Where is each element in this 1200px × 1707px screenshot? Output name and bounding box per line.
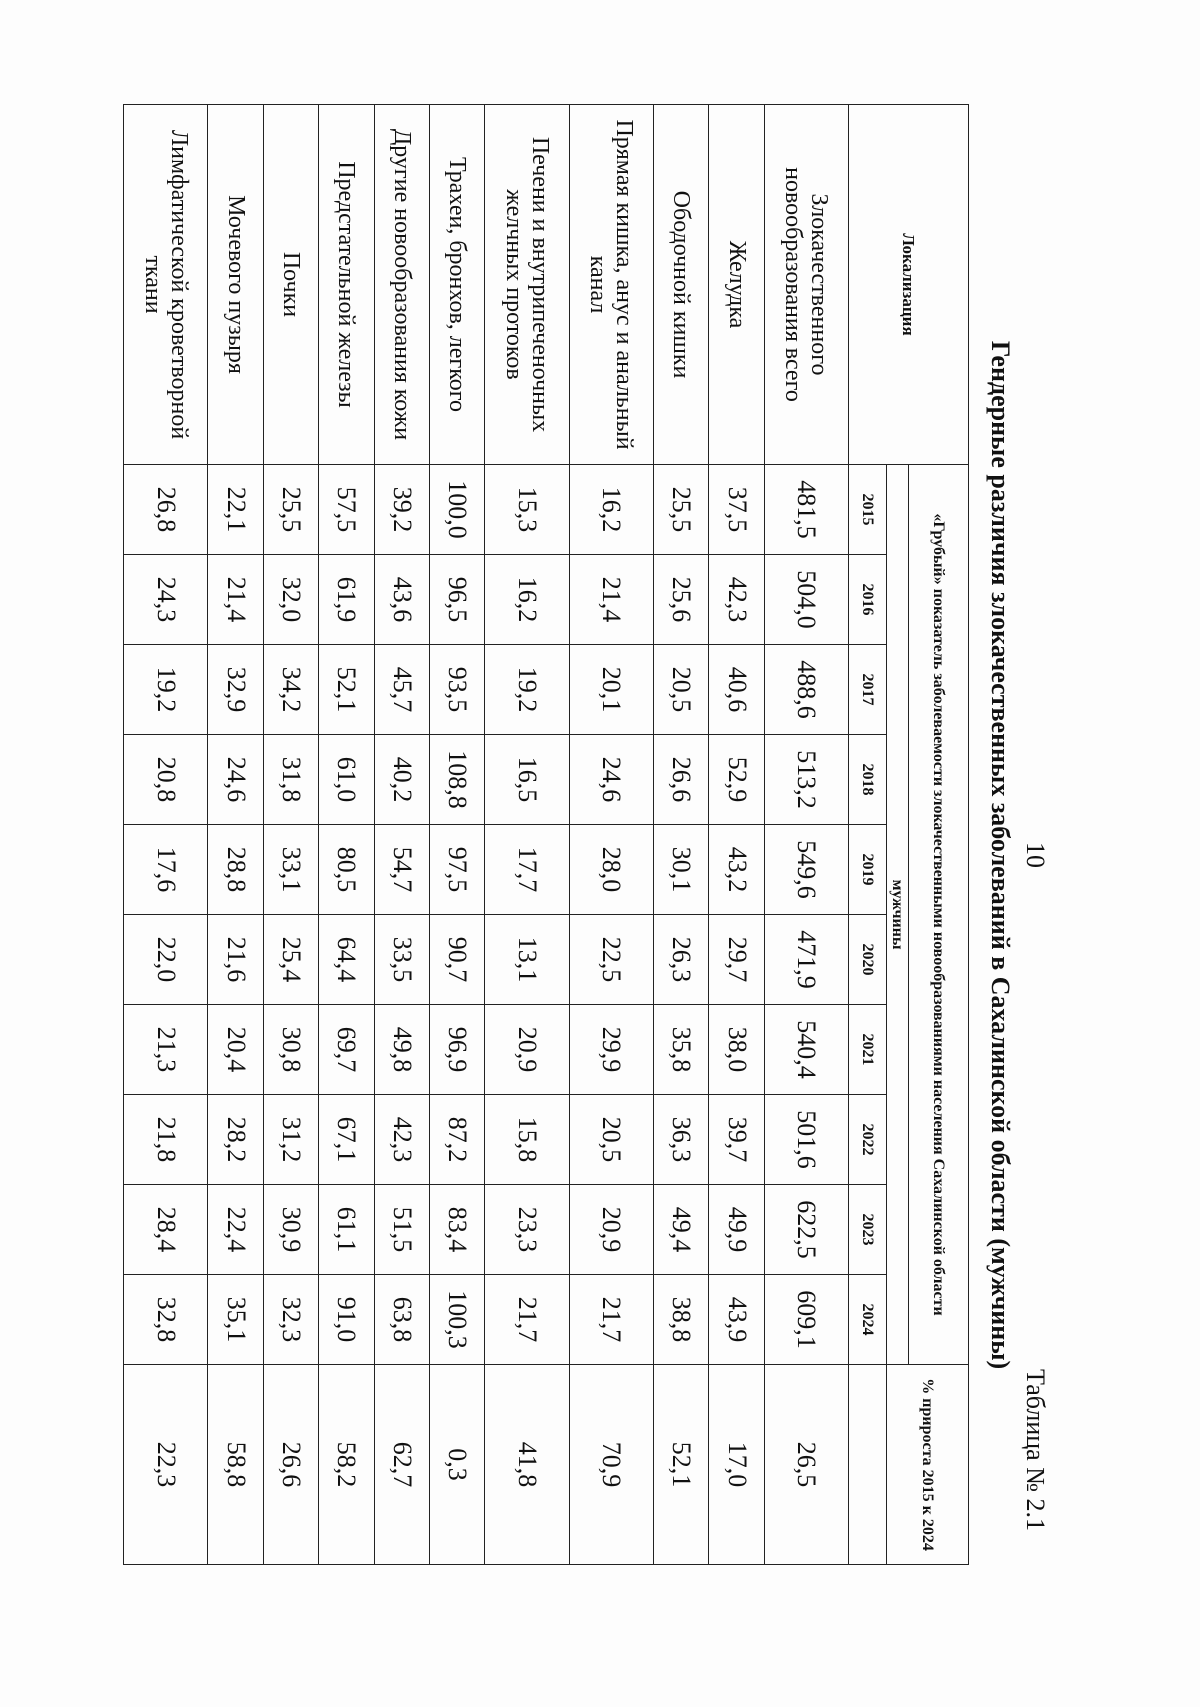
table-body — [124, 105, 849, 1565]
value-cell: 29,7 — [709, 915, 764, 1005]
value-cell: 20,1 — [569, 645, 653, 735]
value-cell: 21,3 — [124, 1005, 208, 1095]
rotated-table — [123, 104, 969, 1564]
value-cell: 39,7 — [709, 1095, 764, 1185]
value-cell: 21,7 — [485, 1275, 569, 1365]
localization-cell: Печени и внутрипеченочных желчных протоков — [485, 105, 569, 465]
value-cell: 40,2 — [374, 735, 429, 825]
value-cell: 488,6 — [764, 645, 848, 735]
value-cell: 32,8 — [124, 1275, 208, 1365]
value-cell: 28,8 — [208, 825, 263, 915]
page-title: Гендерные различия злокачественных заболеваний в Сахалинской области (мужчины) — [986, 340, 1015, 1370]
value-cell: 25,5 — [263, 465, 318, 555]
table-row — [429, 105, 484, 1565]
table-row — [124, 105, 208, 1565]
value-cell: 93,5 — [429, 645, 484, 735]
value-cell: 17,7 — [485, 825, 569, 915]
value-cell: 20,8 — [124, 735, 208, 825]
value-cell: 61,9 — [319, 555, 374, 645]
value-cell: 540,4 — [764, 1005, 848, 1095]
value-cell: 36,3 — [653, 1095, 708, 1185]
pct-growth-cell: 52,1 — [653, 1365, 708, 1565]
value-cell: 67,1 — [319, 1095, 374, 1185]
value-cell: 30,1 — [653, 825, 708, 915]
value-cell: 481,5 — [764, 465, 848, 555]
value-cell: 38,0 — [709, 1005, 764, 1095]
value-cell: 37,5 — [709, 465, 764, 555]
year-header: 2024 — [849, 1275, 887, 1365]
year-header: 2023 — [849, 1185, 887, 1275]
value-cell: 513,2 — [764, 735, 848, 825]
value-cell: 42,3 — [709, 555, 764, 645]
value-cell: 33,1 — [263, 825, 318, 915]
value-cell: 24,6 — [569, 735, 653, 825]
value-cell: 31,8 — [263, 735, 318, 825]
value-cell: 43,6 — [374, 555, 429, 645]
value-cell: 96,5 — [429, 555, 484, 645]
year-header: 2016 — [849, 555, 887, 645]
value-cell: 30,9 — [263, 1185, 318, 1275]
value-cell: 17,6 — [124, 825, 208, 915]
value-cell: 24,6 — [208, 735, 263, 825]
value-cell: 32,3 — [263, 1275, 318, 1365]
table-row — [764, 105, 848, 1565]
value-cell: 22,5 — [569, 915, 653, 1005]
value-cell: 96,9 — [429, 1005, 484, 1095]
year-header: 2022 — [849, 1095, 887, 1185]
header-pct-growth: % прироста 2015 к 2024 — [887, 1365, 969, 1565]
value-cell: 13,1 — [485, 915, 569, 1005]
value-cell: 51,5 — [374, 1185, 429, 1275]
value-cell: 609,1 — [764, 1275, 848, 1365]
table-row — [485, 105, 569, 1565]
value-cell: 23,3 — [485, 1185, 569, 1275]
pct-growth-cell: 70,9 — [569, 1365, 653, 1565]
value-cell: 22,4 — [208, 1185, 263, 1275]
value-cell: 20,9 — [569, 1185, 653, 1275]
value-cell: 21,6 — [208, 915, 263, 1005]
table-row — [319, 105, 374, 1565]
value-cell: 20,9 — [485, 1005, 569, 1095]
value-cell: 21,4 — [208, 555, 263, 645]
value-cell: 21,7 — [569, 1275, 653, 1365]
localization-cell: Желудка — [709, 105, 764, 465]
value-cell: 43,9 — [709, 1275, 764, 1365]
value-cell: 49,4 — [653, 1185, 708, 1275]
value-cell: 26,6 — [653, 735, 708, 825]
year-header: 2020 — [849, 915, 887, 1005]
value-cell: 21,4 — [569, 555, 653, 645]
value-cell: 31,2 — [263, 1095, 318, 1185]
value-cell: 90,7 — [429, 915, 484, 1005]
table-row — [709, 105, 764, 1565]
value-cell: 80,5 — [319, 825, 374, 915]
localization-cell: Другие новообразования кожи — [374, 105, 429, 465]
localization-cell: Лимфатической кроветворной ткани — [124, 105, 208, 465]
value-cell: 26,3 — [653, 915, 708, 1005]
value-cell: 22,0 — [124, 915, 208, 1005]
value-cell: 471,9 — [764, 915, 848, 1005]
localization-cell: Трахеи, бронхов, легкого — [429, 105, 484, 465]
value-cell: 35,8 — [653, 1005, 708, 1095]
value-cell: 22,1 — [208, 465, 263, 555]
value-cell: 52,1 — [319, 645, 374, 735]
value-cell: 45,7 — [374, 645, 429, 735]
value-cell: 91,0 — [319, 1275, 374, 1365]
table-row — [208, 105, 263, 1565]
value-cell: 28,0 — [569, 825, 653, 915]
value-cell: 504,0 — [764, 555, 848, 645]
value-cell: 100,0 — [429, 465, 484, 555]
value-cell: 28,2 — [208, 1095, 263, 1185]
pct-growth-cell: 62,7 — [374, 1365, 429, 1565]
pct-growth-cell: 17,0 — [709, 1365, 764, 1565]
table-row — [374, 105, 429, 1565]
value-cell: 32,9 — [208, 645, 263, 735]
value-cell: 83,4 — [429, 1185, 484, 1275]
value-cell: 16,5 — [485, 735, 569, 825]
value-cell: 30,8 — [263, 1005, 318, 1095]
value-cell: 25,6 — [653, 555, 708, 645]
value-cell: 61,1 — [319, 1185, 374, 1275]
value-cell: 15,3 — [485, 465, 569, 555]
value-cell: 63,8 — [374, 1275, 429, 1365]
value-cell: 21,8 — [124, 1095, 208, 1185]
value-cell: 42,3 — [374, 1095, 429, 1185]
value-cell: 38,8 — [653, 1275, 708, 1365]
year-header: 2017 — [849, 645, 887, 735]
header-men: мужчины — [887, 465, 909, 1365]
value-cell: 15,8 — [485, 1095, 569, 1185]
header-main: «Грубый» показатель заболеваемости злокачественными новообразованиями населения Сахалинской области — [909, 465, 969, 1365]
table-row — [569, 105, 653, 1565]
pct-growth-cell: 58,2 — [319, 1365, 374, 1565]
value-cell: 87,2 — [429, 1095, 484, 1185]
value-cell: 34,2 — [263, 645, 318, 735]
pct-growth-cell: 26,5 — [764, 1365, 848, 1565]
value-cell: 32,0 — [263, 555, 318, 645]
localization-cell: Злокачественного новообразования всего — [764, 105, 848, 465]
value-cell: 49,8 — [374, 1005, 429, 1095]
value-cell: 16,2 — [485, 555, 569, 645]
table-row — [263, 105, 318, 1565]
pct-growth-cell: 22,3 — [124, 1365, 208, 1565]
year-header: 2018 — [849, 735, 887, 825]
value-cell: 49,9 — [709, 1185, 764, 1275]
value-cell: 52,9 — [709, 735, 764, 825]
pct-header-spacer — [849, 1365, 887, 1565]
value-cell: 549,6 — [764, 825, 848, 915]
value-cell: 501,6 — [764, 1095, 848, 1185]
value-cell: 108,8 — [429, 735, 484, 825]
value-cell: 24,3 — [124, 555, 208, 645]
header-localization: Локализация — [849, 105, 969, 465]
value-cell: 26,8 — [124, 465, 208, 555]
value-cell: 20,4 — [208, 1005, 263, 1095]
localization-cell: Предстательной железы — [319, 105, 374, 465]
value-cell: 28,4 — [124, 1185, 208, 1275]
localization-cell: Прямая кишка, анус и анальный канал — [569, 105, 653, 465]
pct-growth-cell: 58,8 — [208, 1365, 263, 1565]
value-cell: 25,4 — [263, 915, 318, 1005]
page-number: 10 — [1021, 842, 1050, 868]
value-cell: 20,5 — [653, 645, 708, 735]
table-row — [653, 105, 708, 1565]
value-cell: 40,6 — [709, 645, 764, 735]
localization-cell: Почки — [263, 105, 318, 465]
value-cell: 64,4 — [319, 915, 374, 1005]
pct-growth-cell: 41,8 — [485, 1365, 569, 1565]
value-cell: 35,1 — [208, 1275, 263, 1365]
value-cell: 19,2 — [124, 645, 208, 735]
value-cell: 69,7 — [319, 1005, 374, 1095]
value-cell: 29,9 — [569, 1005, 653, 1095]
value-cell: 16,2 — [569, 465, 653, 555]
localization-cell: Мочевого пузыря — [208, 105, 263, 465]
table-container — [123, 104, 969, 1564]
localization-cell: Ободочной кишки — [653, 105, 708, 465]
value-cell: 33,5 — [374, 915, 429, 1005]
value-cell: 97,5 — [429, 825, 484, 915]
value-cell: 43,2 — [709, 825, 764, 915]
pct-growth-cell: 26,6 — [263, 1365, 318, 1565]
value-cell: 20,5 — [569, 1095, 653, 1185]
incidence-table — [123, 104, 969, 1565]
value-cell: 39,2 — [374, 465, 429, 555]
table-label: Таблица № 2.1 — [1021, 1368, 1050, 1532]
year-header: 2019 — [849, 825, 887, 915]
value-cell: 61,0 — [319, 735, 374, 825]
pct-growth-cell: 0,3 — [429, 1365, 484, 1565]
value-cell: 54,7 — [374, 825, 429, 915]
value-cell: 57,5 — [319, 465, 374, 555]
year-header: 2021 — [849, 1005, 887, 1095]
value-cell: 622,5 — [764, 1185, 848, 1275]
value-cell: 19,2 — [485, 645, 569, 735]
value-cell: 100,3 — [429, 1275, 484, 1365]
value-cell: 25,5 — [653, 465, 708, 555]
year-header: 2015 — [849, 465, 887, 555]
